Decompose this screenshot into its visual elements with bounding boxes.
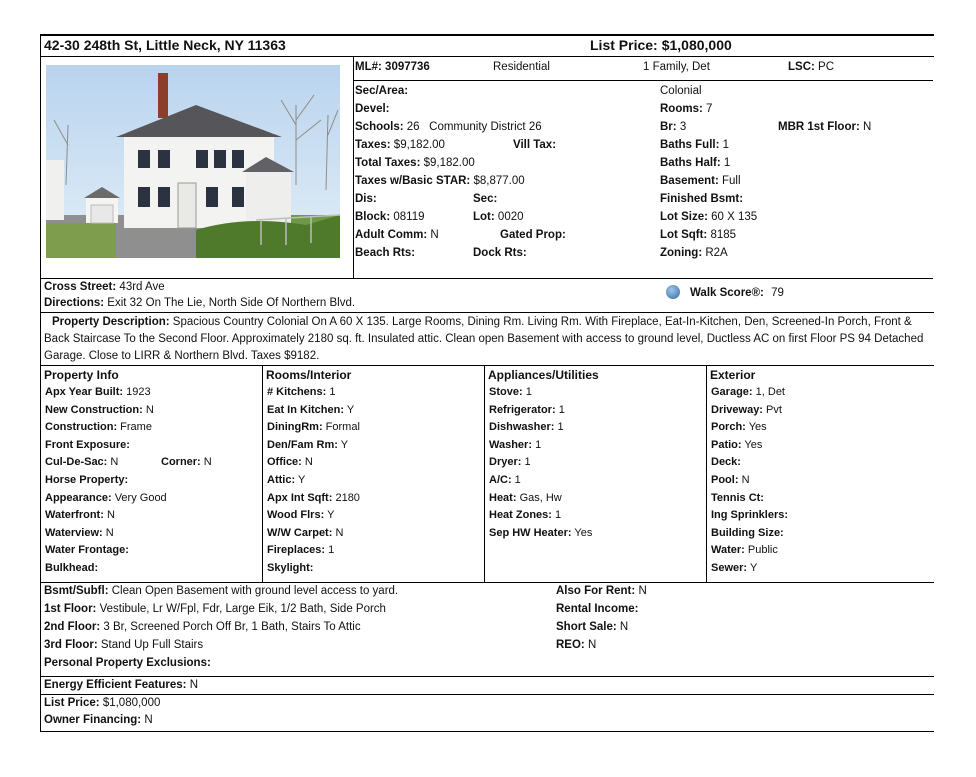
appliances-utilities-column [485, 366, 707, 582]
list-price-value: $1,080,000 [661, 37, 732, 53]
header-list-price [586, 37, 732, 53]
walk-score: Walk Score®: 79 [666, 285, 784, 299]
dock-rts-label: Dock Rts: [473, 247, 527, 259]
lsc-value: PC [818, 61, 835, 73]
detail-row: Basement: Full [660, 175, 741, 187]
pricing-section [40, 695, 934, 732]
feature-row: # Kitchens: 1 [267, 386, 336, 398]
photo-cell [40, 56, 354, 279]
detail-row: Taxes w/Basic STAR: $8,877.00 [355, 175, 525, 187]
detail-row: Total Taxes: $9,182.00 [355, 157, 475, 169]
final-list-price: List Price: $1,080,000 [44, 697, 161, 709]
feature-row: DiningRm: Formal [267, 421, 360, 434]
detail-row: Beach Rts: [355, 247, 416, 259]
feature-row: Washer: 1 [489, 438, 542, 451]
sec-label: Sec: [473, 193, 498, 205]
gated-prop-label: Gated Prop: [500, 229, 566, 241]
feature-row: Stove: 1 [489, 386, 532, 398]
feature-row: Heat Zones: 1 [489, 509, 562, 522]
detail-row: Block: 08119 [355, 211, 425, 223]
ml-number [355, 61, 430, 73]
floor-details-section [40, 583, 934, 677]
feature-row: Water: Public [711, 544, 778, 557]
exterior-column [707, 366, 933, 582]
detail-row: Dis: [355, 193, 377, 205]
feature-row: Apx Int Sqft: 2180 [267, 491, 360, 504]
short-sale: Short Sale: N [556, 621, 629, 633]
description-label: Property Description: [52, 316, 170, 328]
ml-label: ML#: [355, 61, 382, 73]
style-value: Colonial [660, 85, 702, 97]
personal-property-exclusions: Personal Property Exclusions: [44, 657, 211, 669]
cross-street: Cross Street: 43rd Ave [44, 281, 165, 293]
detail-row: Schools: 26 Community District 26 [355, 121, 542, 133]
feature-row: Dryer: 1 [489, 456, 531, 469]
feature-row: Tennis Ct: [711, 491, 764, 504]
vill-tax-label: Vill Tax: [513, 139, 557, 151]
first-floor: 1st Floor: Vestibule, Lr W/Fpl, Fdr, Large Eik, 1/2 Bath, Side Porch [44, 603, 386, 615]
property-type: Residential [493, 61, 550, 73]
description-text: Spacious Country Colonial On A 60 X 135. Large Rooms, Dining Rm. Living Rm. With Fireplace, Eat-In-Kitchen, Den, Screened-In Porch, Front & Back Staircase To the Second Floor. Approximately 2180 sq. ft. Insulated attic. Clean open Basement with access to ground level, Ductless AC on first Floor PS 94 Detached Garage. Close to LIRR & Northern Blvd. Taxes $9182. [44, 316, 924, 362]
property-photo [46, 65, 340, 258]
cross-street-section [40, 279, 934, 313]
feature-row: Construction: Frame [45, 421, 152, 434]
feature-row: Wood Flrs: Y [267, 509, 335, 522]
detail-row: Lot Size: 60 X 135 [660, 211, 758, 223]
feature-row: Apx Year Built: 1923 [45, 386, 151, 398]
lsc [788, 61, 834, 73]
ml-value: 3097736 [385, 61, 430, 73]
detail-row: Adult Comm: N [355, 229, 439, 241]
listing-sheet [40, 34, 933, 732]
feature-row: Sewer: Y [711, 562, 758, 574]
directions: Directions: Exit 32 On The Lie, North Side Of Northern Blvd. [44, 297, 356, 309]
listing-header [40, 34, 934, 57]
feature-row: Horse Property: [45, 474, 129, 486]
feature-row: Bulkhead: [45, 562, 99, 574]
also-for-rent: Also For Rent: N [556, 585, 647, 597]
property-style: 1 Family, Det [643, 61, 710, 73]
bsmt-subfl: Bsmt/Subfl: Clean Open Basement with ground level access to yard. [44, 585, 399, 597]
feature-row: Water Frontage: [45, 544, 129, 557]
feature-row: Refrigerator: 1 [489, 403, 565, 416]
feature-row: Eat In Kitchen: Y [267, 403, 355, 416]
feature-row: Dishwasher: 1 [489, 421, 564, 434]
house-photo-illustration [46, 65, 340, 258]
detail-row: Zoning: R2A [660, 247, 728, 259]
detail-row: Lot Sqft: 8185 [660, 229, 737, 241]
third-floor: 3rd Floor: Stand Up Full Stairs [44, 639, 204, 651]
lsc-label: LSC: [788, 61, 815, 73]
detail-row: Baths Full: 1 [660, 139, 730, 151]
feature-row: New Construction: N [45, 403, 154, 416]
feature-row: Porch: Yes [711, 421, 767, 434]
property-address: 42-30 248th St, Little Neck, NY 11363 [44, 37, 286, 53]
column-heading: Property Info [44, 368, 119, 382]
property-info-column [41, 366, 263, 582]
energy-efficient-features: Energy Efficient Features: N [40, 677, 934, 695]
feature-row: Office: N [267, 456, 313, 469]
feature-row: Appearance: Very Good [45, 491, 167, 504]
feature-row: Heat: Gas, Hw [489, 491, 562, 504]
detail-row: Taxes: $9,182.00 [355, 139, 445, 151]
feature-row: Deck: [711, 456, 741, 469]
column-heading: Rooms/Interior [266, 368, 352, 382]
corner-field: Corner: N [161, 456, 212, 469]
column-heading: Exterior [710, 368, 756, 382]
detail-row: Baths Half: 1 [660, 157, 731, 169]
feature-row: Front Exposure: [45, 438, 130, 451]
lot-field: Lot: 0020 [473, 211, 524, 223]
feature-row: Ing Sprinklers: [711, 509, 789, 522]
detail-row: Sec/Area: [355, 85, 409, 97]
detail-row: Br: 3 [660, 121, 687, 133]
reo: REO: N [556, 639, 597, 651]
listing-info-bar [353, 56, 933, 81]
feature-row: Waterview: N [45, 526, 114, 539]
feature-row: Skylight: [267, 562, 314, 574]
detail-row: Rooms: 7 [660, 103, 713, 115]
feature-row: Attic: Y [267, 474, 306, 486]
feature-row: Patio: Yes [711, 438, 763, 451]
feature-row: Building Size: [711, 526, 784, 539]
walk-score-icon [666, 285, 680, 299]
feature-row: Pool: N [711, 474, 750, 486]
rooms-interior-column [263, 366, 485, 582]
feature-row: W/W Carpet: N [267, 526, 344, 539]
feature-row: Driveway: Pvt [711, 403, 782, 416]
property-description [40, 313, 934, 366]
feature-row: A/C: 1 [489, 474, 521, 486]
feature-row: Waterfront: N [45, 509, 115, 522]
feature-row: Cul-De-Sac: N [45, 456, 119, 469]
feature-row: Den/Fam Rm: Y [267, 438, 349, 451]
list-price-label: List Price: [590, 37, 658, 53]
mbr-first-floor: MBR 1st Floor: N [778, 121, 872, 133]
detail-row: Devel: [355, 103, 390, 115]
feature-row: Fireplaces: 1 [267, 544, 335, 557]
feature-row: Sep HW Heater: Yes [489, 526, 593, 539]
detail-row: Finished Bsmt: [660, 193, 744, 205]
column-heading: Appliances/Utilities [488, 368, 599, 382]
rental-income: Rental Income: [556, 603, 639, 615]
feature-row: Garage: 1, Det [711, 386, 785, 398]
second-floor: 2nd Floor: 3 Br, Screened Porch Off Br, 1 Bath, Stairs To Attic [44, 621, 361, 633]
property-details [353, 81, 933, 279]
feature-columns [40, 366, 934, 583]
owner-financing: Owner Financing: N [44, 714, 153, 726]
